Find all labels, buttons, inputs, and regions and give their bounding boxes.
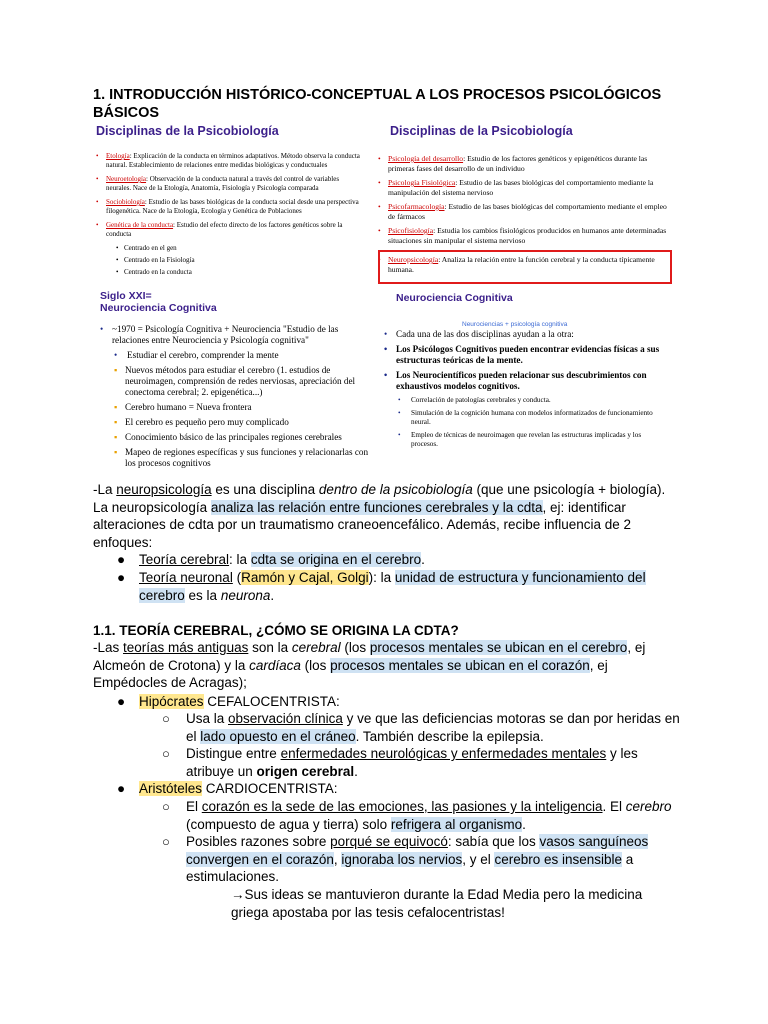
psychobiology-figure	[92, 120, 677, 468]
list-item: • Empleo de técnicas de neuroimagen que revelan las estructuras implicadas y los procesos.	[384, 431, 669, 449]
highlight-box	[378, 250, 672, 284]
circle-bullet-icon: ○	[162, 799, 170, 814]
list-item: • Genética de la conducta: Estudio del efecto directo de los factores genéticos sobre la conducta	[96, 221, 361, 239]
left-panel-title: Disciplinas de la Psicobiología	[96, 124, 279, 138]
list-item-hippocrates: Hipócrates CEFALOCENTRISTA:	[139, 694, 340, 709]
list-item-aristotle: Aristóteles CARDIOCENTRISTA:	[139, 781, 338, 796]
circle-bullet-icon: ○	[162, 834, 170, 849]
list-item: • Los Neurocientíficos pueden relacionar sus descubrimientos con exhaustivos modelos cognitivos.	[384, 370, 669, 392]
list-item: ▪ Mapeo de regiones específicas y sus funciones y relacionarlas con los procesos cognitivos	[100, 447, 375, 469]
note-middle-ages: →Sus ideas se mantuvieron durante la Edad Media pero la medicina griega apostaba por las tesis cefalocentristas!	[231, 887, 643, 920]
sub-item: • Centrado en la conducta	[96, 268, 361, 277]
bullet-icon: ●	[117, 570, 126, 585]
list-item: ▪ Cerebro humano = Nueva frontera	[100, 402, 375, 413]
list-item: • Cada una de las dos disciplinas ayudan a la otra:	[384, 329, 669, 340]
list-item: • Simulación de la cognición humana con modelos informatizados de funcionamiento neural.	[384, 409, 669, 427]
list-item: • Psicología Fisiológica: Estudio de las bases biológicas del comportamiento mediante la manipulación del sistema nervioso	[378, 178, 668, 197]
list-item: • Psicofisiología: Estudia los cambios fisiológicos producidos en humanos ante determinadas situaciones sin manipular el sistema nervioso	[378, 226, 668, 245]
list-item: ▪ Conocimiento básico de las principales regiones cerebrales	[100, 432, 375, 443]
section-heading: 1. INTRODUCCIÓN HISTÓRICO-CONCEPTUAL A LOS PROCESOS PSICOLÓGICOS BÁSICOS	[93, 87, 662, 121]
sub-item-distinguishes-diseases: Distingue entre enfermedades neurológicas y enfermedades mentales y les atribuye un origen cerebral.	[186, 746, 638, 779]
list-item: ▪ El cerebro es pequeño pero muy complicado	[100, 417, 375, 428]
bullet-icon: ●	[117, 552, 126, 567]
list-item: • Psicología del desarrollo: Estudio de los factores genéticos y epigenéticos durante las primeras fases del desarrollo de un individuo	[378, 154, 668, 173]
list-item: • Etología: Explicación de la conducta en términos adaptativos. Método observa la conducta natural. Establecimiento de relaciones entre medidas biológicas y conductuales	[96, 152, 361, 170]
list-item: • Sociobiología: Estudio de las bases biológicas de la conducta social desde una perspectiva filogenética. Nace de la Etología, Ecología y Genética de Poblaciones	[96, 198, 361, 216]
annotation-note: Neurociencias + psicología cognitiva	[462, 321, 568, 328]
sub-item: • Centrado en la Fisiología	[96, 256, 361, 265]
bottom-left-list	[100, 324, 375, 473]
list-item: • Neuropsicología: Analiza la relación entre la función cerebral y la conducta típicamente humana.	[378, 255, 668, 274]
left-panel-list	[96, 152, 361, 280]
list-item: • Los Psicólogos Cognitivos pueden encontrar evidencias físicas a sus estructuras teóricas de la mente.	[384, 344, 669, 366]
bottom-right-title: Neurociencia Cognitiva	[396, 292, 513, 304]
sub-item-heart-seat: El corazón es la sede de las emociones, las pasiones y la inteligencia. El cerebro (compuesto de agua y tierra) solo refrigera al organismo.	[186, 799, 672, 832]
paragraph-neuropsychology: -La neuropsicología es una disciplina dentro de la psicobiología (que une psicología + biología). La neuropsicología analiza las relación entre funciones cerebrales y la cdta, ej: identificar alteraciones de cdta por un traumatismo craneoencefálico. Además, recibe influencia de 2 enfoques:	[93, 482, 666, 550]
paragraph-ancient-theories: -Las teorías más antiguas son la cerebral (los procesos mentales se ubican en el cerebro, ej Alcmeón de Crotona) y la cardíaca (los procesos mentales se ubican en el corazón, ej Empédocles de Acragas);	[93, 640, 646, 690]
bottom-right-list	[384, 329, 669, 453]
list-item: • Neuroetología: Observación de la conducta natural a través del control de variables neurales. Nace de la Etología, Anatomía, Fisiología y Psicología comparada	[96, 175, 361, 193]
bullet-icon: ●	[117, 781, 126, 796]
list-item: • Correlación de patologías cerebrales y conducta.	[384, 396, 669, 405]
list-item-cerebral-theory: Teoría cerebral: la cdta se origina en el cerebro.	[139, 552, 425, 567]
sub-item-clinical-observation: Usa la observación clínica y ve que las deficiencias motoras se dan por heridas en el lado opuesto en el cráneo. También describe la epilepsia.	[186, 711, 680, 744]
subsection-heading: 1.1. TEORÍA CEREBRAL, ¿CÓMO SE ORIGINA LA CDTA?	[93, 623, 459, 638]
sub-item-possible-reasons: Posibles razones sobre porqué se equivocó: sabía que los vasos sanguíneos convergen en el corazón, ignoraba los nervios, y el cerebro es insensible a estimulaciones.	[186, 834, 649, 884]
circle-bullet-icon: ○	[162, 711, 170, 726]
bullet-icon: ●	[117, 694, 126, 709]
right-panel-title: Disciplinas de la Psicobiología	[390, 124, 573, 138]
list-item: ▪ Nuevos métodos para estudiar el cerebro (1. estudios de neuroimagen, comprensión de redes nerviosas, apreciación del conectoma cerebral; 2. epigenética...)	[100, 365, 375, 398]
list-item: • Estudiar el cerebro, comprender la mente	[100, 350, 375, 361]
list-item: • Psicofarmacología: Estudio de las bases biológicas del comportamiento mediante el empleo de fármacos	[378, 202, 668, 221]
list-item-neuron-theory: Teoría neuronal (Ramón y Cajal, Golgi): la unidad de estructura y funcionamiento del cerebro es la neurona.	[139, 570, 646, 603]
bottom-left-title: Siglo XXI= Neurociencia Cognitiva	[100, 290, 217, 314]
circle-bullet-icon: ○	[162, 746, 170, 761]
list-item: • ~1970 = Psicología Cognitiva + Neurociencia "Estudio de las relaciones entre Neurociencia y Psicología cognitiva"	[100, 324, 375, 346]
sub-item: • Centrado en el gen	[96, 244, 361, 253]
